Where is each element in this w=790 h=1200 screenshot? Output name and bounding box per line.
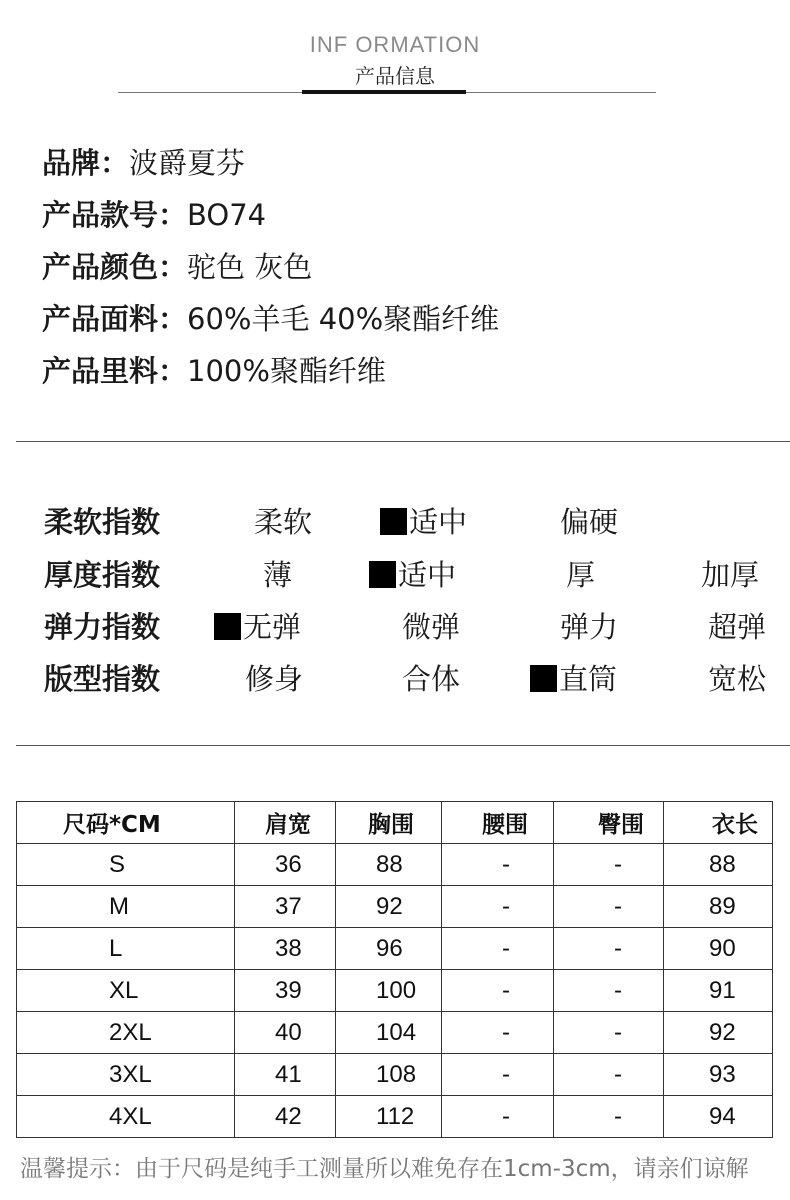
column-header: 衣长 [664,802,773,844]
table-cell: - [554,886,664,928]
table-cell: - [442,970,554,1012]
footer-note: 温馨提示：由于尺码是纯手工测量所以难免存在1cm-3cm，请亲们谅解 [20,1156,749,1182]
softness-index-row [0,500,790,544]
info-value: BO74 [187,198,267,232]
column-header: 肩宽 [235,802,336,844]
table-row [17,1054,773,1096]
table-cell: L [17,928,235,970]
table-cell: M [17,886,235,928]
thickness-index-row [0,553,790,597]
table-cell: - [554,970,664,1012]
info-row-color [42,246,499,298]
section-divider [16,745,790,746]
table-cell: 89 [664,886,773,928]
product-info-list [42,142,499,402]
index-option: 偏硬 [560,505,619,539]
table-cell: 96 [336,928,442,970]
table-row [17,1012,773,1054]
selected-marker-icon [214,613,241,640]
table-row [17,928,773,970]
column-header: 臀围 [554,802,664,844]
info-label: 产品颜色： [42,250,188,284]
selected-marker-icon [380,508,407,535]
table-row [17,1096,773,1138]
index-option: 柔软 [254,505,313,539]
info-row-model [42,194,499,246]
index-label: 弹力指数 [44,610,161,644]
table-cell: 100 [336,970,442,1012]
selected-marker-icon [530,665,557,692]
table-cell: 112 [336,1096,442,1138]
table-cell: - [442,1096,554,1138]
table-cell: 88 [664,844,773,886]
table-cell: 40 [235,1012,336,1054]
table-cell: - [554,1012,664,1054]
table-cell: - [554,1054,664,1096]
table-cell: 93 [664,1054,773,1096]
column-header: 腰围 [442,802,554,844]
index-option: 修身 [245,662,304,696]
info-row-brand [42,142,499,194]
table-cell: 104 [336,1012,442,1054]
info-value: 驼色 灰色 [187,250,313,284]
column-header: 胸围 [336,802,442,844]
table-cell: 91 [664,970,773,1012]
table-cell: 108 [336,1054,442,1096]
info-label: 产品款号： [42,198,188,232]
info-row-lining [42,350,499,402]
index-label: 厚度指数 [44,558,161,592]
table-cell: - [442,844,554,886]
table-cell: - [554,844,664,886]
size-chart-table [16,801,773,1138]
table-cell: 92 [664,1012,773,1054]
index-option: 超弹 [708,610,767,644]
index-option: 宽松 [708,662,767,696]
fit-index-row [0,657,790,701]
table-cell: 90 [664,928,773,970]
table-cell: 2XL [17,1012,235,1054]
table-cell: 3XL [17,1054,235,1096]
index-option-selected: 直筒 [530,657,617,701]
index-option: 加厚 [701,558,760,592]
info-value: 60%羊毛 40%聚酯纤维 [187,302,500,336]
table-header-row [17,802,773,844]
index-label: 柔软指数 [44,505,161,539]
table-row [17,844,773,886]
table-row [17,970,773,1012]
info-value: 波爵夏芬 [129,146,246,180]
index-option: 薄 [263,558,293,592]
table-cell: - [554,1096,664,1138]
table-cell: - [554,928,664,970]
table-cell: 41 [235,1054,336,1096]
table-cell: 88 [336,844,442,886]
table-cell: - [442,928,554,970]
index-option: 合体 [402,662,461,696]
table-cell: 94 [664,1096,773,1138]
header-accent-bar [302,90,466,94]
section-divider [16,441,790,442]
index-option-selected: 无弹 [214,605,301,649]
index-option-selected: 适中 [369,553,456,597]
header-title-cn: 产品信息 [355,64,435,88]
info-row-fabric [42,298,499,350]
table-cell: 4XL [17,1096,235,1138]
index-option-selected: 适中 [380,500,467,544]
selected-marker-icon [369,561,396,588]
header-title-en: INF ORMATION [309,32,481,57]
table-cell: - [442,886,554,928]
table-cell: XL [17,970,235,1012]
table-cell: 38 [235,928,336,970]
index-option: 微弹 [402,610,461,644]
table-cell: 42 [235,1096,336,1138]
index-option: 弹力 [560,610,619,644]
table-cell: - [442,1054,554,1096]
table-cell: S [17,844,235,886]
table-cell: 37 [235,886,336,928]
index-option: 厚 [566,558,596,592]
info-label: 品牌： [42,146,130,180]
column-header: 尺码*CM [17,802,235,844]
table-cell: - [442,1012,554,1054]
table-cell: 92 [336,886,442,928]
info-value: 100%聚酯纤维 [187,354,386,388]
index-label: 版型指数 [44,662,161,696]
table-cell: 36 [235,844,336,886]
table-row [17,886,773,928]
info-label: 产品面料： [42,302,188,336]
table-cell: 39 [235,970,336,1012]
elasticity-index-row [0,605,790,649]
info-label: 产品里料： [42,354,188,388]
size-table-body [17,844,773,1138]
